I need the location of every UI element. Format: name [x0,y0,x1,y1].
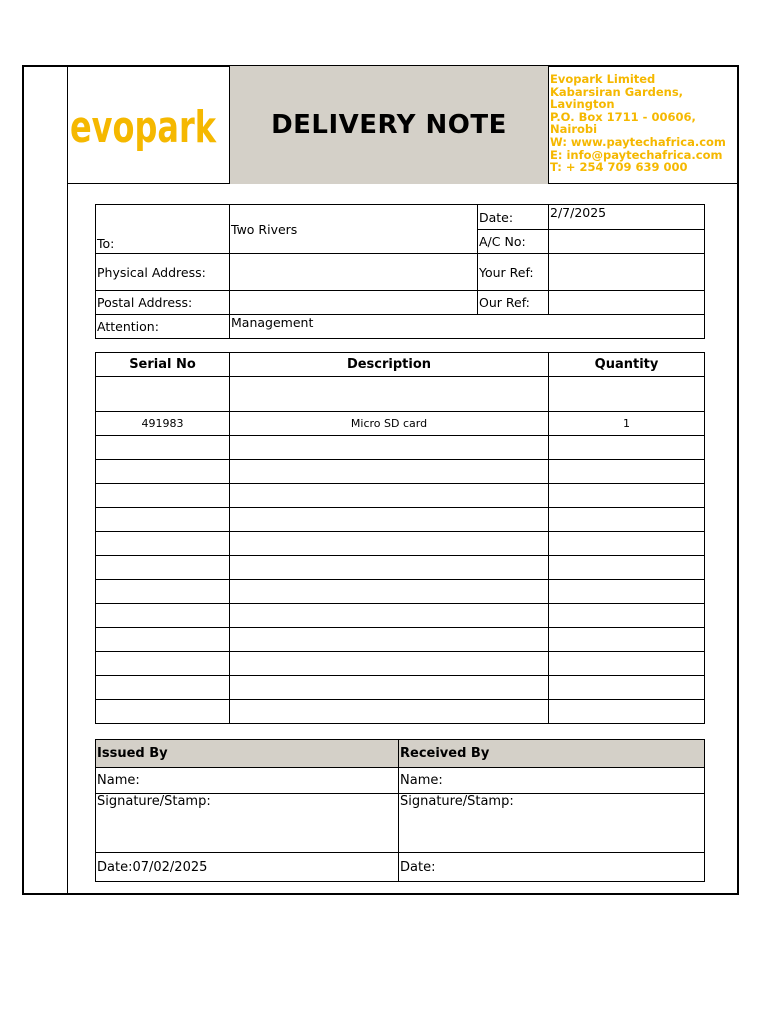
table-row [96,436,705,460]
item-serial-no [96,604,230,628]
issued-name-field: Name: [96,768,399,794]
date-label: Date: [478,205,549,230]
item-quantity [549,556,705,580]
item-quantity [549,508,705,532]
item-serial-no [96,700,230,724]
evopark-logo [68,86,228,166]
item-description [230,580,549,604]
logo-text: evopark [70,102,218,153]
item-description [230,700,549,724]
item-quantity [549,377,705,412]
item-serial-no [96,508,230,532]
document-title: DELIVERY NOTE [229,66,549,184]
item-description [230,508,549,532]
company-phone: T: + 254 709 639 000 [550,160,688,175]
item-serial-no [96,628,230,652]
company-line: Lavington [550,97,615,112]
to-label: To: [96,205,230,254]
table-row [96,676,705,700]
item-serial-no [96,436,230,460]
item-quantity [549,628,705,652]
table-row [96,532,705,556]
table-row [96,652,705,676]
received-signature-field: Signature/Stamp: [399,794,705,853]
signature-table [95,739,705,882]
received-date-field: Date: [399,853,705,882]
ac-no-value [549,230,705,254]
item-serial-no [96,377,230,412]
item-quantity [549,580,705,604]
your-ref-value [549,254,705,291]
item-quantity [549,676,705,700]
our-ref-label: Our Ref: [478,291,549,315]
physical-address-value [230,254,478,291]
item-serial-no [96,652,230,676]
table-row [96,508,705,532]
item-description: Micro SD card [230,412,549,436]
received-by-header: Received By [399,740,705,768]
serial-no-header: Serial No [96,353,230,377]
company-line: Kabarsiran Gardens, [550,84,684,99]
postal-address-label: Postal Address: [96,291,230,315]
recipient-info-table [95,204,705,339]
table-row [96,460,705,484]
table-row [96,580,705,604]
company-details [550,73,738,174]
item-serial-no: 491983 [96,412,230,436]
table-row [96,484,705,508]
our-ref-value [549,291,705,315]
frame-left-rule [67,66,68,894]
item-description [230,377,549,412]
item-description [230,436,549,460]
company-email: E: info@paytechafrica.com [550,147,723,162]
item-serial-no [96,676,230,700]
company-line: Evopark Limited [550,72,656,86]
issued-signature-field: Signature/Stamp: [96,794,399,853]
attention-value: Management [230,315,705,339]
item-serial-no [96,484,230,508]
item-serial-no [96,580,230,604]
item-serial-no [96,556,230,580]
to-value: Two Rivers [230,205,478,254]
issued-by-header: Issued By [96,740,399,768]
item-quantity [549,484,705,508]
item-description [230,628,549,652]
item-description [230,460,549,484]
item-quantity [549,700,705,724]
item-rows [96,377,705,724]
items-table [95,352,705,724]
item-quantity [549,460,705,484]
ac-no-label: A/C No: [478,230,549,254]
table-row [96,556,705,580]
table-row [96,700,705,724]
item-description [230,604,549,628]
company-website: W: www.paytechafrica.com [550,134,726,149]
item-quantity [549,652,705,676]
item-description [230,676,549,700]
quantity-header: Quantity [549,353,705,377]
item-serial-no [96,460,230,484]
table-row [96,604,705,628]
your-ref-label: Your Ref: [478,254,549,291]
item-quantity [549,604,705,628]
company-line: P.O. Box 1711 - 00606, [550,109,696,124]
table-row [96,377,705,412]
table-row [96,412,705,436]
physical-address-label: Physical Address: [96,254,230,291]
issued-date-field: Date:07/02/2025 [96,853,399,882]
item-description [230,532,549,556]
postal-address-value [230,291,478,315]
item-serial-no [96,532,230,556]
item-quantity: 1 [549,412,705,436]
attention-label: Attention: [96,315,230,339]
item-quantity [549,436,705,460]
item-description [230,652,549,676]
company-line: Nairobi [550,122,598,137]
table-row [96,628,705,652]
item-quantity [549,532,705,556]
date-value: 2/7/2025 [549,205,705,230]
item-description [230,556,549,580]
received-name-field: Name: [399,768,705,794]
item-description [230,484,549,508]
description-header: Description [230,353,549,377]
